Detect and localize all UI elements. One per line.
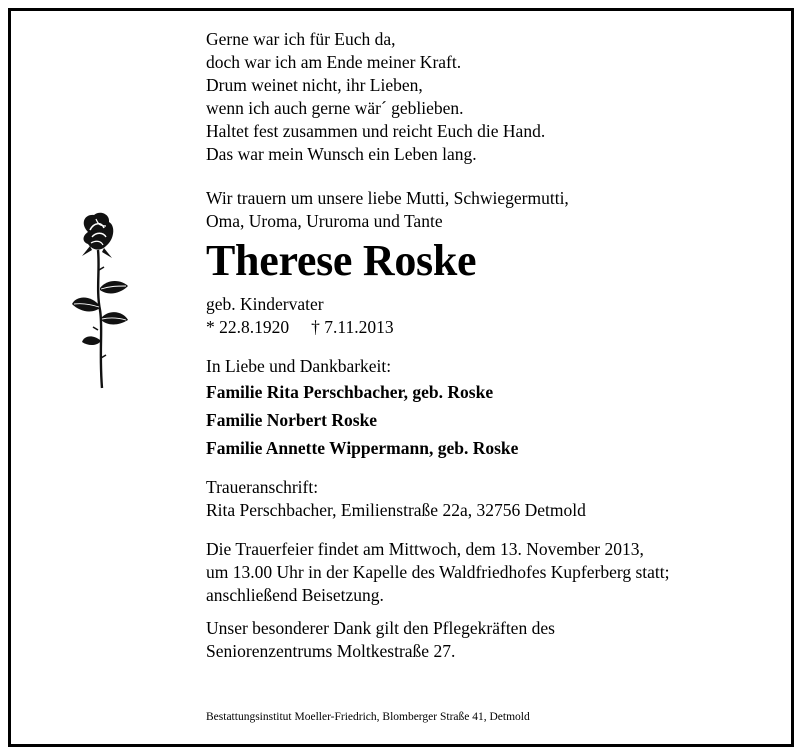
funeral-home-footer: Bestattungsinstitut Moeller-Friedrich, Blomberger Straße 41, Detmold: [206, 711, 530, 723]
deceased-name: Therese Roske: [206, 236, 477, 285]
mourning-address: [206, 476, 786, 522]
family-line: Familie Norbert Roske: [206, 410, 378, 430]
address-label: Traueranschrift:: [206, 477, 319, 497]
thanks-line: Seniorenzentrums Moltkestraße 27.: [206, 641, 456, 661]
maiden-name: geb. Kindervater: [206, 294, 324, 314]
poem-line: doch war ich am Ende meiner Kraft.: [206, 52, 462, 72]
rose-icon: [70, 210, 130, 390]
family-line: Familie Annette Wippermann, geb. Roske: [206, 438, 519, 458]
poem-line: Das war mein Wunsch ein Leben lang.: [206, 144, 477, 164]
thanks-note: [206, 617, 786, 663]
poem-line: Haltet fest zusammen und reicht Euch die Hand.: [206, 121, 546, 141]
poem-line: Gerne war ich für Euch da,: [206, 29, 396, 49]
thanks-line: Unser besonderer Dank gilt den Pflegekräften des: [206, 618, 555, 638]
intro-line: Oma, Uroma, Ururoma und Tante: [206, 211, 443, 231]
family-line: Familie Rita Perschbacher, geb. Roske: [206, 382, 494, 402]
ceremony-line: Die Trauerfeier findet am Mittwoch, dem 13. November 2013,: [206, 539, 644, 559]
mourner-families: [206, 378, 786, 462]
address-value: Rita Perschbacher, Emilienstraße 22a, 32756 Detmold: [206, 500, 586, 520]
intro-line: Wir trauern um unsere liebe Mutti, Schwiegermutti,: [206, 188, 569, 208]
birth-date: * 22.8.1920: [206, 317, 290, 337]
mourners-intro: In Liebe und Dankbarkeit:: [206, 356, 392, 376]
poem: [206, 28, 786, 166]
ceremony-info: [206, 538, 786, 607]
poem-line: Drum weinet nicht, ihr Lieben,: [206, 75, 423, 95]
ceremony-line: um 13.00 Uhr in der Kapelle des Waldfriedhofes Kupferberg statt;: [206, 562, 670, 582]
mourning-intro: [206, 187, 786, 233]
life-dates: [206, 316, 786, 339]
death-date: † 7.11.2013: [311, 317, 394, 337]
poem-line: wenn ich auch gerne wär´ geblieben.: [206, 98, 464, 118]
notice-content: [206, 28, 786, 663]
ceremony-line: anschließend Beisetzung.: [206, 585, 384, 605]
